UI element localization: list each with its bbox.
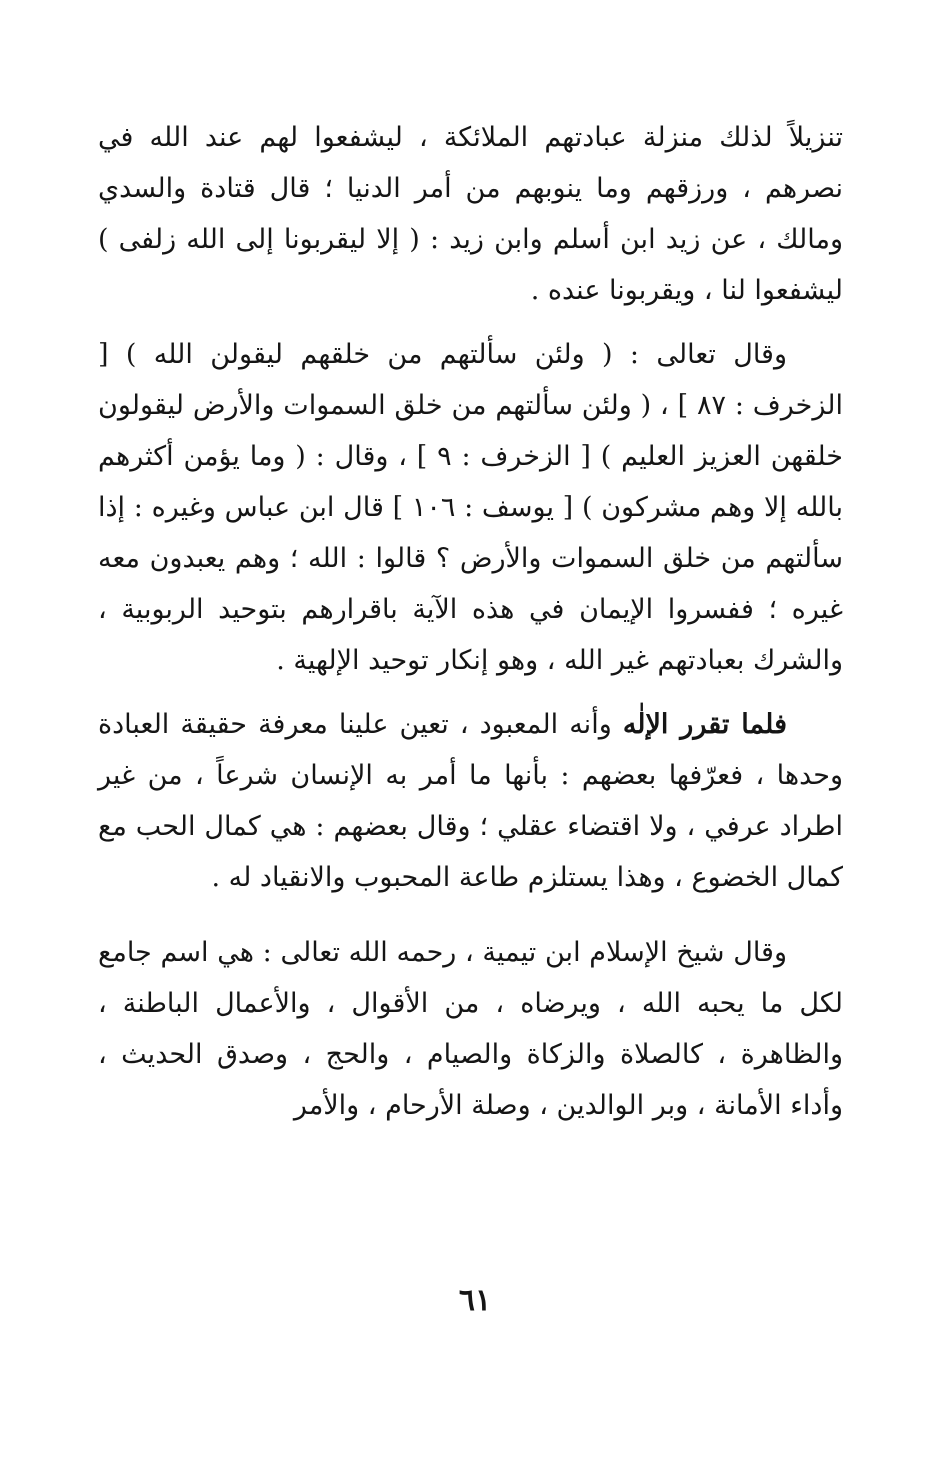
paragraph-3-lead: فلما تقرر الإلٰه (622, 709, 787, 740)
paragraph-3 (98, 699, 843, 903)
paragraph-4-text: وقال شيخ الإسلام ابن تيمية ، رحمه الله تعالى : هي اسم جامع لكل ما يحبه الله ، ويرضاه ، من الأقوال ، والأعمال الباطنة ، والظاهرة ، كالصلاة والزكاة والصيام ، والحج ، وصدق الحديث ، وأداء الأمانة ، وبر الوالدين ، وصلة الأرحام ، والأمر (98, 937, 843, 1121)
paragraph-1-text: تنزيلاً لذلك منزلة عبادتهم الملائكة ، ليشفعوا لهم عند الله في نصرهم ، ورزقهم وما ينوبهم من أمر الدنيا ؛ قال قتادة والسدي ومالك ، عن زيد ابن أسلم وابن زيد : ( إلا ليقربونا إلى الله زلفى ) ليشفعوا لنا ، ويقربونا عنده . (98, 122, 843, 306)
paragraph-2-text: وقال تعالى : ( ولئن سألتهم من خلقهم ليقولن الله ) [ الزخرف : ٨٧ ] ، ( ولئن سألتهم من خلق السموات والأرض ليقولون خلقهن العزيز العليم ) [ الزخرف : ٩ ] ، وقال : ( وما يؤمن أكثرهم بالله إلا وهم مشركون ) [ يوسف : ١٠٦ ] قال ابن عباس وغيره : إذا سألتهم من خلق السموات والأرض ؟ قالوا : الله ؛ وهم يعبدون معه غيره ؛ ففسروا الإيمان في هذه الآية باقرارهم بتوحيد الربوبية ، والشرك بعبادتهم غير الله ، وهو إنكار توحيد الإلهية . (98, 339, 843, 676)
paragraph-3-text: وأنه المعبود ، تعين علينا معرفة حقيقة العبادة وحدها ، فعرّفها بعضهم : بأنها ما أمر به الإنسان شرعاً ، من غير اطراد عرفي ، ولا اقتضاء عقلي ؛ وقال بعضهم : هي كمال الحب مع كمال الخضوع ، وهذا يستلزم طاعة المحبوب والانقياد له . (98, 709, 843, 893)
page-body (98, 112, 843, 1131)
paragraph-1 (98, 112, 843, 316)
paragraph-2 (98, 329, 843, 686)
page-number: ٦١ (458, 1283, 492, 1318)
paragraph-4 (98, 927, 843, 1131)
